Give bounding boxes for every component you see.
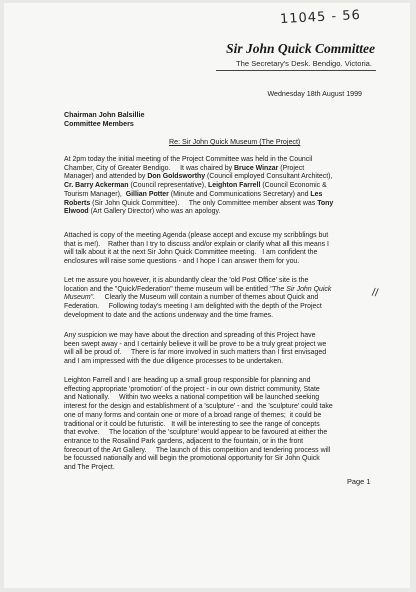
paragraph-line (64, 173, 382, 182)
italic-text: "The Sir John Quick (269, 285, 332, 293)
letter-page (4, 3, 410, 588)
recipient-line: Chairman John Balsillie (64, 111, 145, 119)
text-run: At 2pm today the initial meeting of the Project Committee was held in the Council (64, 156, 313, 163)
paragraph-line (64, 421, 382, 430)
paragraph-line (64, 241, 382, 250)
text-run: Let me assure you however, it is abundantly clear the 'old Post Office' site is the (64, 277, 309, 284)
paragraph-line (64, 200, 382, 209)
paragraph-line (64, 349, 382, 358)
paragraph-line (64, 208, 382, 217)
text-run: location and the "Quick/Federation" theme museum will be entitled (64, 285, 270, 293)
text-run: and The Project. (64, 464, 115, 472)
bold-name: Roberts (64, 199, 91, 207)
bold-name: Bruce Winzar (234, 164, 279, 172)
paragraph-line (64, 341, 382, 350)
paragraph-line (64, 358, 382, 367)
text-run: Any suspicion we may have about the direction and spreading of this Project have (64, 332, 316, 339)
paragraph-line (64, 156, 382, 165)
paragraph-line (64, 386, 382, 395)
text-run: (Sir John Quick Committee). The only Committee member absent was (90, 199, 318, 207)
text-run: Federation. Following today's meeting I am delighted with the depth of the Project (64, 303, 322, 311)
paragraph-line (64, 277, 382, 286)
page-number: Page 1 (347, 477, 371, 486)
paragraph-line (64, 394, 382, 403)
paragraph-line (64, 249, 382, 258)
paragraph-line (64, 332, 382, 341)
paragraph-line (64, 312, 382, 321)
text-run: Leighton Farrell and I are heading up a small group responsible for planning and (64, 377, 311, 384)
body-paragraph (64, 156, 382, 217)
paragraph-line (64, 165, 382, 174)
body-paragraph (64, 332, 382, 367)
text-run: be focussed nationally and will begin the promotional opportunity for Sir John Quick (64, 455, 320, 463)
text-run: (Council Economic & (260, 182, 327, 190)
text-run: Manager) and attended by (64, 173, 148, 181)
paragraph-line (64, 232, 382, 241)
paragraph-line (64, 182, 382, 191)
text-run: will all be proud of. There is far more involved in such matters than I first envisaged (64, 349, 327, 357)
text-run: traditional or it could be futuristic. It will be interesting to see the range of concepts (64, 420, 320, 428)
paragraph-line (64, 191, 382, 200)
text-run: will talk about it at the next Sir John Quick Committee meeting. I am confident the (64, 249, 318, 257)
text-run: one of many forms and contain one or more of a broad range of themes; it could be (64, 411, 322, 419)
text-run: been swept away - and I certainly believe it will be prove to be a truly great project we (64, 340, 327, 348)
paragraph-line (64, 294, 382, 303)
bold-name: Elwood (64, 208, 89, 216)
text-run: (Project (278, 164, 305, 172)
letterhead-rule (216, 70, 376, 71)
text-run: enclosures will raise some questions - and I hope I can answer them for you. (64, 258, 300, 266)
italic-text: Museum". (64, 294, 95, 302)
text-run: that evolve. The location of the 'sculpture' would appear to be favoured at either the (64, 429, 328, 437)
paragraph-line (64, 403, 382, 412)
bold-name: Cr. Barry Ackerman (64, 182, 129, 190)
letterhead-subline: The Secretary's Desk. Bendigo. Victoria. (236, 59, 372, 68)
text-run: (Minute and Communications Secretary) and (168, 190, 311, 198)
paragraph-line (64, 258, 382, 267)
paragraph-line (64, 455, 382, 464)
paragraph-line (64, 464, 382, 473)
paragraph-line (64, 377, 382, 386)
text-run: that is me!). Rather than I try to discuss and/or explain or clarify what all this means I (64, 240, 329, 248)
handwritten-reference: 11045 - 56 (279, 7, 362, 28)
paragraph-line (64, 303, 382, 312)
subject-line: Re: Sir John Quick Museum (The Project) (169, 138, 301, 146)
text-run: entrance to the Rosalind Park gardens, adjacent to the fountain, or in the front (64, 437, 304, 445)
organisation-name: Sir John Quick Committee (226, 41, 375, 56)
text-run: effecting appropriate 'promotion' of the project - in our own district community, State (64, 385, 320, 393)
text-run: Clearly the Museum will contain a number of themes about Quick and (95, 294, 319, 302)
text-run: Chamber, City of Greater Bendigo. It was chaired by (64, 164, 235, 172)
paragraph-line (64, 286, 382, 295)
text-run: and Nationally. Within two weeks a national competition will be launched seeking (64, 394, 320, 402)
text-run: development to date and the actions underway and the time frames. (64, 311, 274, 319)
recipient-line: Committee Members (64, 120, 134, 128)
bold-name: Leighton Farrell (207, 182, 261, 190)
text-run: and I am impressed with the due diligence processes to be undertaken. (64, 358, 284, 366)
body-paragraph (64, 232, 382, 267)
text-run: (Council representative), (128, 182, 208, 190)
text-run: (Council employed Consultant Architect), (205, 173, 333, 181)
margin-mark: // (371, 286, 379, 300)
paragraph-line (64, 429, 382, 438)
text-run: (Art Gallery Director) who was an apology. (88, 208, 221, 216)
paragraph-line (64, 438, 382, 447)
bold-name: Gillian Potter (125, 190, 169, 198)
body-paragraph (64, 277, 382, 321)
body-paragraph (64, 377, 382, 473)
paragraph-line (64, 412, 382, 421)
text-run: forecourt of the Art Gallery. The launch of this competition and tendering process will (64, 446, 331, 454)
bold-name: Don Goldsworthy (147, 173, 206, 181)
paragraph-line (64, 447, 382, 456)
bold-name: Tony (317, 199, 334, 207)
bold-name: Les (310, 190, 323, 198)
text-run: Attached is copy of the meeting Agenda (please accept and excuse my scribblings but (64, 232, 329, 239)
text-run: Tourism Manager), (64, 190, 126, 198)
letter-date: Wednesday 18th August 1999 (267, 90, 362, 98)
text-run: interest for the design and establishment of a 'sculpture' - and the 'sculpture' could take (64, 403, 333, 411)
